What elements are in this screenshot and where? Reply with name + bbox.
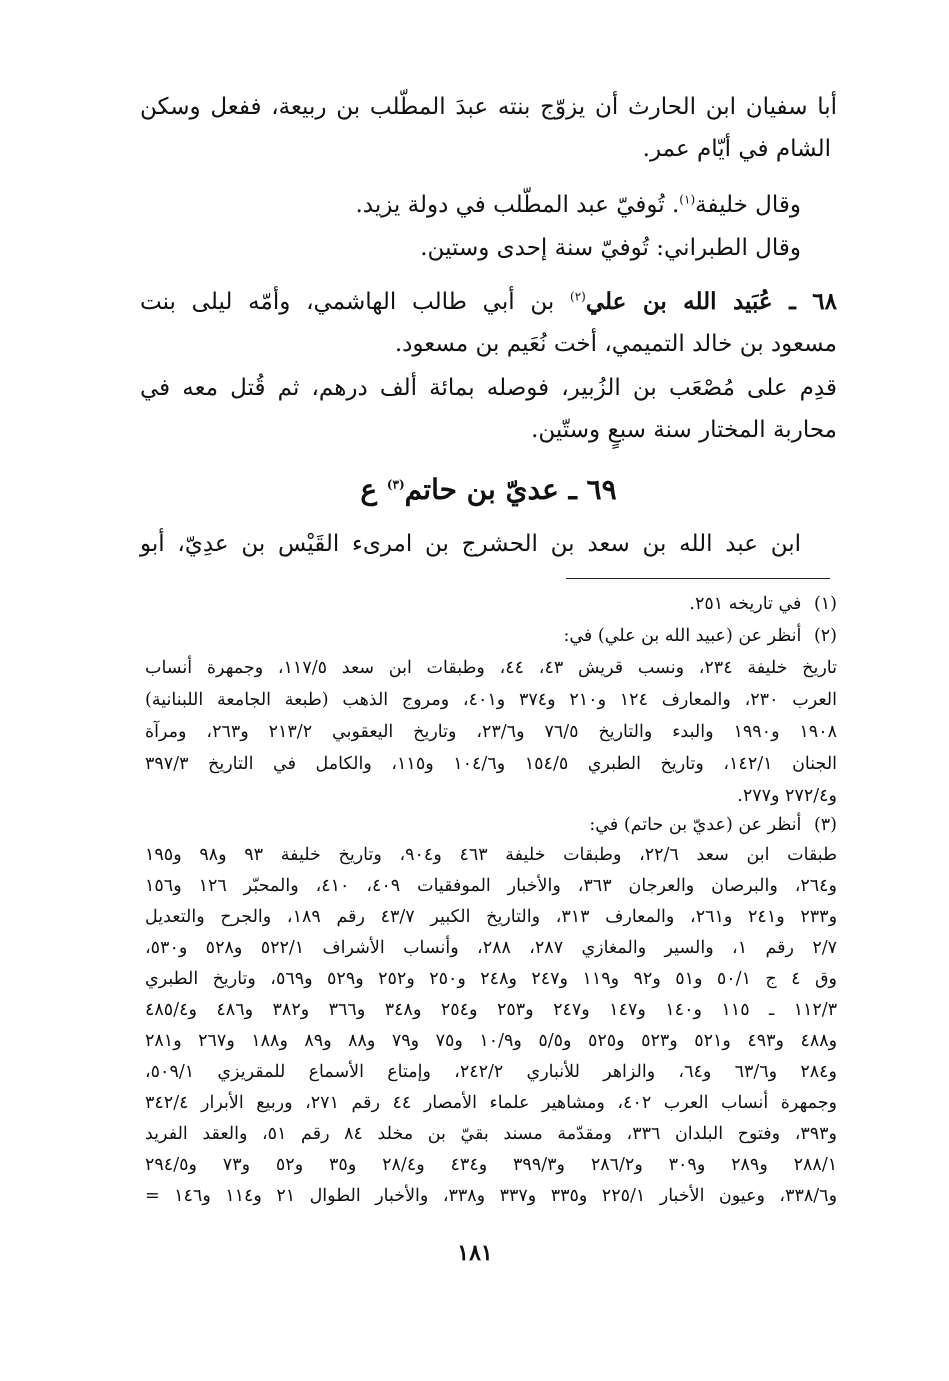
footnote-line: و٤٨٨ و٤٩٣ و٥٢١ و٥٢٣ و٥٢٥ و٥/٥ و١٠/٩ و٧٥ و٧٩ و٨٨ و٨٩ و١٨٨ و٢٦٧ و٢٨١	[145, 1031, 838, 1051]
footnote-line: وجمهرة أنساب العرب ٤٠٢، ومشاهير علماء الأمصار ٤٤ رقم ٢٧١، وربيع الأبرار ٣٤٢/٤	[145, 1093, 838, 1113]
footnote-line: ١١٢/٣ ـ ١١٥ و١٤٠ و١٤٧ و٢٤٧ و٢٥٣ و٢٥٤ و٣٤٨ و٣٦٦ و٣٨٢ و٤٨٦ و٤٨٥/٤	[145, 1000, 838, 1020]
entry-text: بن أبي طالب الهاشمي، وأمّه ليلى بنت	[140, 289, 571, 315]
footnote-line: العرب ٢٣٠، والمعارف ١٢٤ و٢١٠ و٣٧٤ و٤٠١، ومروج الذهب (طبعة الجامعة اللبنانية)	[145, 690, 837, 710]
footnote-line: الجنان ١٤٢/١، وتاريخ الطبري ١٥٤/٥ و١٠٤/٦ و١١٥، والكامل في التاريخ ٣٩٧/٣	[145, 754, 838, 774]
footnote-line: تاريخ خليفة ٢٣٤، ونسب قريش ٤٣، ٤٤، وطبقات ابن سعد ١١٧/٥، وجمهرة أنساب	[145, 658, 837, 678]
heading-mark: ع	[360, 473, 387, 506]
page-number: ١٨١	[457, 1240, 493, 1266]
paragraph-line: الشام في أيّام عمر.	[642, 136, 831, 162]
footnote-line: طبقات ابن سعد ٢٢/٦، وطبقات خليفة ٤٦٣ و٩٠٤، وتاريخ خليفة ٩٣ و٩٨ و١٩٥	[145, 845, 838, 865]
quote-line: وقال الطبراني: تُوفيّ سنة إحدى وستين.	[420, 235, 801, 261]
footnote-label: (١)	[813, 594, 837, 614]
quote-text: وقال خليفة	[695, 192, 801, 218]
footnote-line: ٢/٧ رقم ١، والسير والمغازي ٢٨٧، ٢٨٨، وأنساب الأشراف ٥٢٢/١ و٥٢٨ و٥٣٠،	[145, 938, 838, 958]
paragraph-line: أبا سفيان ابن الحارث أن يزوّج بنته عبدَ المطّلب بن ربيعة، ففعل وسكن	[140, 94, 837, 120]
footnote-line: و٢٣٣ و٢٤١ و٢٦١، والمعارف ٣١٣، والتاريخ الكبير ٤٣/٧ رقم ١٨٩، والجرح والتعديل	[145, 907, 838, 927]
paragraph-line: قدِم على مُصْعَب بن الزُبير، فوصله بمائة ألف درهم، ثم قُتل معه في	[140, 375, 837, 401]
footnote-text: أنظر عن (عبيد الله بن علي) في:	[563, 626, 802, 646]
footnote-separator	[566, 578, 830, 579]
paragraph-line: محاربة المختار سنة سبعٍ وستّين.	[531, 417, 837, 443]
heading-text: ٦٩ ـ عديّ بن حاتم	[404, 473, 617, 506]
footnote-line: و٢٨٤ و٦٣/٦ و٦٤، والزاهر للأنباري ٢٤٢/٢، وإمتاع الأسماع للمقريزي ٥٠٩/١،	[145, 1062, 837, 1082]
entry-line: مسعود بن خالد التميمي، أخت نُعَيم بن مسعود.	[394, 331, 837, 357]
footnote-ref: (٢)	[570, 289, 586, 304]
footnote-line: وق ٤ ج ٥٠/١ و٥١ و٩٢ و١١٩ و٢٤٧ و٢٤٨ و٢٥٠ و٢٥٢ و٥٢٩ و٥٦٩، وتاريخ الطبري	[145, 969, 837, 989]
entry-line	[140, 287, 837, 317]
quote-line	[355, 190, 801, 220]
quote-text: . تُوفيّ عبد المطّلب في دولة يزيد.	[355, 192, 680, 218]
footnote-2	[563, 624, 837, 648]
footnote-line: و٣٩٣، وفتوح البلدان ٣٣٦، ومقدّمة مسند بقيّ بن مخلد ٨٤ رقم ٥١، والعقد الفريد	[145, 1124, 837, 1144]
entry-line: ابن عبد الله بن سعد بن الحشرج بن امرىء القَيْس بن عدِيّ، أبو	[140, 531, 801, 557]
footnote-line: و٢٧٢/٤ و٢٧٧.	[737, 786, 837, 806]
footnote-ref: (٣)	[386, 477, 405, 492]
footnote-3	[589, 813, 837, 837]
footnote-label: (٢)	[813, 626, 837, 646]
footnote-text: في تاريخه ٢٥١.	[689, 594, 802, 614]
footnote-1	[689, 592, 837, 616]
footnote-line: و٢٦٤، والبرصان والعرجان ٣٦٣، والأخبار الموفقيات ٤٠٩، ٤١٠، والمحبّر ١٢٦ و١٥٦	[145, 876, 837, 896]
entry-title: ٦٨ ـ عُبَيد الله بن علي	[585, 288, 837, 315]
footnote-line: ١٩٠٨ و١٩٩٠ والبدء والتاريخ ٧٦/٥ و٢٣/٦، وتاريخ اليعقوبي ٢١٣/٢ و٢٦٣، ومرآة	[145, 722, 838, 742]
footnote-ref: (١)	[679, 192, 696, 207]
footnote-label: (٣)	[813, 815, 837, 835]
footnote-text: أنظر عن (عديّ بن حاتم) في:	[589, 815, 802, 835]
section-heading	[140, 472, 837, 508]
footnote-line: و٣٣٨/٦، وعيون الأخبار ٢٢٥/١ و٣٣٥ و٣٣٧ و٣٣٨، والأخبار الطوال ٢١ و١١٤ و١٤٦ =	[145, 1186, 838, 1206]
footnote-line: ٢٨٨/١ و٢٨٩ و٣٠٩ و٢٨٦/٢ و٣٩٩/٣ و٤٣٤ و٢٨/٤ و٣٥ و٥٢ و٧٣ و٢٩٤/٥	[145, 1155, 838, 1175]
